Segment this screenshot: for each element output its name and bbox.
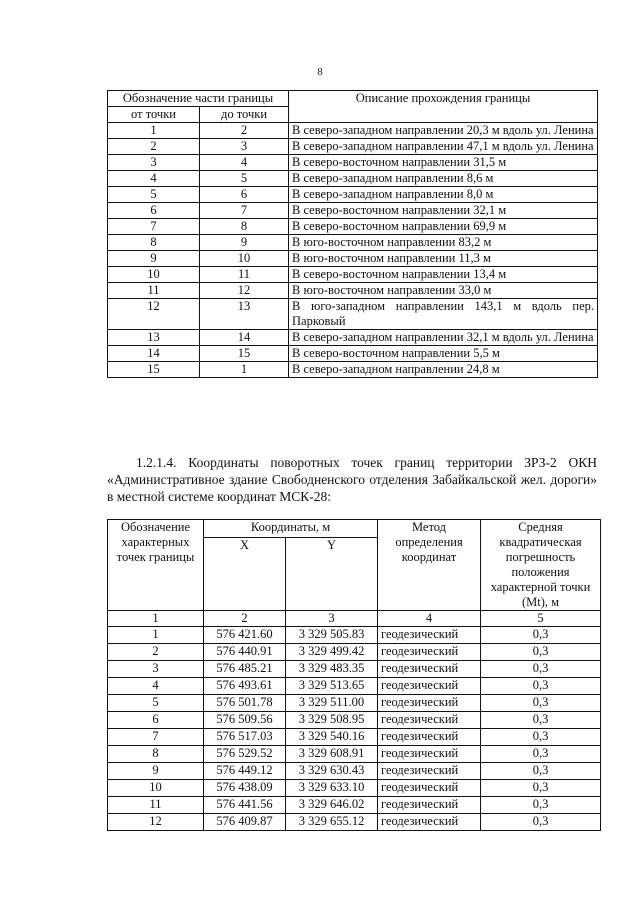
from-point-cell: 14 xyxy=(108,346,200,362)
method-cell: геодезический xyxy=(378,763,481,780)
description-cell: В северо-западном направлении 24,8 м xyxy=(289,362,598,378)
error-cell: 0,3 xyxy=(481,814,601,831)
point-number-cell: 6 xyxy=(108,712,204,729)
point-number-cell: 3 xyxy=(108,661,204,678)
column-number-cell: 4 xyxy=(378,611,481,627)
from-point-cell: 9 xyxy=(108,251,200,267)
y-coordinate-cell: 3 329 511.00 xyxy=(286,695,378,712)
from-point-cell: 2 xyxy=(108,139,200,155)
table-row xyxy=(108,729,601,746)
y-coordinate-cell: 3 329 655.12 xyxy=(286,814,378,831)
table-row xyxy=(108,814,601,831)
error-cell: 0,3 xyxy=(481,712,601,729)
x-coordinate-cell: 576 493.61 xyxy=(204,678,286,695)
description-cell: В северо-западном направлении 32,1 м вдоль ул. Ленина xyxy=(289,330,598,346)
y-coordinate-cell: 3 329 499.42 xyxy=(286,644,378,661)
from-point-cell: 12 xyxy=(108,299,200,330)
table-row xyxy=(108,746,601,763)
from-point-header: от точки xyxy=(108,107,200,123)
part-designation-header: Обозначение части границы xyxy=(108,91,289,107)
method-cell: геодезический xyxy=(378,712,481,729)
to-point-cell: 11 xyxy=(200,267,289,283)
from-point-cell: 5 xyxy=(108,187,200,203)
point-number-cell: 10 xyxy=(108,780,204,797)
error-cell: 0,3 xyxy=(481,695,601,712)
description-cell: В северо-восточном направлении 5,5 м xyxy=(289,346,598,362)
method-cell: геодезический xyxy=(378,627,481,644)
table-row xyxy=(108,235,598,251)
y-coordinate-cell: 3 329 508.95 xyxy=(286,712,378,729)
x-header: X xyxy=(204,538,286,611)
error-cell: 0,3 xyxy=(481,729,601,746)
description-cell: В северо-восточном направлении 31,5 м xyxy=(289,155,598,171)
table-row xyxy=(108,627,601,644)
from-point-cell: 6 xyxy=(108,203,200,219)
x-coordinate-cell: 576 409.87 xyxy=(204,814,286,831)
to-point-cell: 8 xyxy=(200,219,289,235)
to-point-cell: 10 xyxy=(200,251,289,267)
from-point-cell: 8 xyxy=(108,235,200,251)
description-cell: В юго-восточном направлении 83,2 м xyxy=(289,235,598,251)
method-cell: геодезический xyxy=(378,729,481,746)
method-cell: геодезический xyxy=(378,695,481,712)
table-row xyxy=(108,123,598,139)
x-coordinate-cell: 576 440.91 xyxy=(204,644,286,661)
table-row xyxy=(108,346,598,362)
x-coordinate-cell: 576 517.03 xyxy=(204,729,286,746)
to-point-cell: 13 xyxy=(200,299,289,330)
description-cell: В северо-западном направлении 8,6 м xyxy=(289,171,598,187)
method-cell: геодезический xyxy=(378,780,481,797)
to-point-header: до точки xyxy=(200,107,289,123)
column-number-cell: 5 xyxy=(481,611,601,627)
from-point-cell: 7 xyxy=(108,219,200,235)
table-row xyxy=(108,797,601,814)
table-row xyxy=(108,139,598,155)
table-row xyxy=(108,283,598,299)
method-cell: геодезический xyxy=(378,797,481,814)
y-coordinate-cell: 3 329 540.16 xyxy=(286,729,378,746)
error-cell: 0,3 xyxy=(481,746,601,763)
table-row xyxy=(108,695,601,712)
page-number: 8 xyxy=(317,66,323,78)
point-designation-header: Обозначение характерных точек границы xyxy=(108,520,204,611)
coordinates-header: Координаты, м xyxy=(204,520,378,538)
x-coordinate-cell: 576 449.12 xyxy=(204,763,286,780)
method-cell: геодезический xyxy=(378,746,481,763)
from-point-cell: 4 xyxy=(108,171,200,187)
table-row xyxy=(108,780,601,797)
x-coordinate-cell: 576 501.78 xyxy=(204,695,286,712)
method-cell: геодезический xyxy=(378,661,481,678)
x-coordinate-cell: 576 438.09 xyxy=(204,780,286,797)
table-row xyxy=(108,203,598,219)
from-point-cell: 3 xyxy=(108,155,200,171)
table-row xyxy=(108,251,598,267)
x-coordinate-cell: 576 441.56 xyxy=(204,797,286,814)
x-coordinate-cell: 576 421.60 xyxy=(204,627,286,644)
x-coordinate-cell: 576 485.21 xyxy=(204,661,286,678)
to-point-cell: 2 xyxy=(200,123,289,139)
y-coordinate-cell: 3 329 633.10 xyxy=(286,780,378,797)
to-point-cell: 9 xyxy=(200,235,289,251)
description-cell: В юго-восточном направлении 11,3 м xyxy=(289,251,598,267)
error-cell: 0,3 xyxy=(481,763,601,780)
point-number-cell: 5 xyxy=(108,695,204,712)
y-coordinate-cell: 3 329 505.83 xyxy=(286,627,378,644)
x-coordinate-cell: 576 509.56 xyxy=(204,712,286,729)
table-row xyxy=(108,171,598,187)
table-row xyxy=(108,267,598,283)
section-paragraph: 1.2.1.4. Координаты поворотных точек границ территории ЗРЗ-2 ОКН «Административное здание Свободненского отделения Забайкальской жел. дороги» в местной системе координат МСК-28: xyxy=(107,455,597,504)
error-cell: 0,3 xyxy=(481,627,601,644)
table-row xyxy=(108,219,598,235)
description-cell: В юго-восточном направлении 33,0 м xyxy=(289,283,598,299)
description-cell: В юго-западном направлении 143,1 м вдоль пер. Парковый xyxy=(289,299,598,330)
y-coordinate-cell: 3 329 630.43 xyxy=(286,763,378,780)
description-cell: В северо-западном направлении 20,3 м вдоль ул. Ленина xyxy=(289,123,598,139)
description-cell: В северо-западном направлении 47,1 м вдоль ул. Ленина xyxy=(289,139,598,155)
error-cell: 0,3 xyxy=(481,644,601,661)
column-number-row xyxy=(108,611,601,627)
point-number-cell: 9 xyxy=(108,763,204,780)
to-point-cell: 14 xyxy=(200,330,289,346)
column-number-cell: 2 xyxy=(204,611,286,627)
method-cell: геодезический xyxy=(378,678,481,695)
error-cell: 0,3 xyxy=(481,797,601,814)
from-point-cell: 10 xyxy=(108,267,200,283)
y-coordinate-cell: 3 329 608.91 xyxy=(286,746,378,763)
to-point-cell: 6 xyxy=(200,187,289,203)
description-cell: В северо-восточном направлении 32,1 м xyxy=(289,203,598,219)
description-header: Описание прохождения границы xyxy=(289,91,598,123)
table-row xyxy=(108,330,598,346)
column-number-cell: 3 xyxy=(286,611,378,627)
coordinates-table xyxy=(107,519,601,831)
point-number-cell: 4 xyxy=(108,678,204,695)
error-cell: 0,3 xyxy=(481,780,601,797)
error-cell: 0,3 xyxy=(481,678,601,695)
from-point-cell: 1 xyxy=(108,123,200,139)
x-coordinate-cell: 576 529.52 xyxy=(204,746,286,763)
y-coordinate-cell: 3 329 513.65 xyxy=(286,678,378,695)
to-point-cell: 1 xyxy=(200,362,289,378)
point-number-cell: 7 xyxy=(108,729,204,746)
to-point-cell: 15 xyxy=(200,346,289,362)
table-row xyxy=(108,678,601,695)
to-point-cell: 4 xyxy=(200,155,289,171)
point-number-cell: 1 xyxy=(108,627,204,644)
table-row xyxy=(108,299,598,330)
table-row xyxy=(108,362,598,378)
table-row xyxy=(108,155,598,171)
from-point-cell: 13 xyxy=(108,330,200,346)
table-row xyxy=(108,763,601,780)
error-cell: 0,3 xyxy=(481,661,601,678)
method-header: Метод определения координат xyxy=(378,520,481,611)
from-point-cell: 11 xyxy=(108,283,200,299)
y-header: Y xyxy=(286,538,378,611)
column-number-cell: 1 xyxy=(108,611,204,627)
point-number-cell: 8 xyxy=(108,746,204,763)
method-cell: геодезический xyxy=(378,644,481,661)
point-number-cell: 2 xyxy=(108,644,204,661)
y-coordinate-cell: 3 329 483.35 xyxy=(286,661,378,678)
table-row xyxy=(108,712,601,729)
to-point-cell: 12 xyxy=(200,283,289,299)
boundary-description-table xyxy=(107,90,598,378)
from-point-cell: 15 xyxy=(108,362,200,378)
error-header: Средняя квадратическая погрешность положения характерной точки (Mt), м xyxy=(481,520,601,611)
to-point-cell: 3 xyxy=(200,139,289,155)
table-row xyxy=(108,644,601,661)
point-number-cell: 11 xyxy=(108,797,204,814)
method-cell: геодезический xyxy=(378,814,481,831)
point-number-cell: 12 xyxy=(108,814,204,831)
description-cell: В северо-восточном направлении 69,9 м xyxy=(289,219,598,235)
table-row xyxy=(108,187,598,203)
table-row xyxy=(108,661,601,678)
to-point-cell: 7 xyxy=(200,203,289,219)
to-point-cell: 5 xyxy=(200,171,289,187)
description-cell: В северо-западном направлении 8,0 м xyxy=(289,187,598,203)
y-coordinate-cell: 3 329 646.02 xyxy=(286,797,378,814)
description-cell: В северо-восточном направлении 13,4 м xyxy=(289,267,598,283)
